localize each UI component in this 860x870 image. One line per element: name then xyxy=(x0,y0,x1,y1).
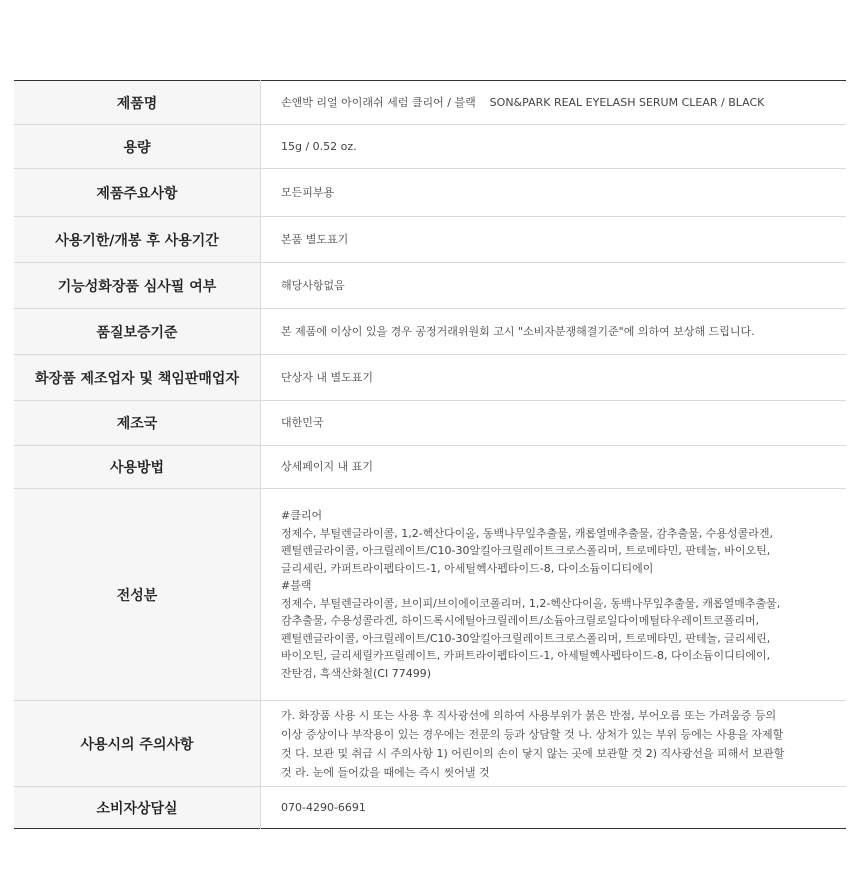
row-label: 기능성화장품 심사필 여부 xyxy=(14,263,261,309)
row-label: 사용기한/개봉 후 사용기간 xyxy=(14,217,261,263)
row-value: 본품 별도표기 xyxy=(261,217,847,263)
row-label: 용량 xyxy=(14,125,261,169)
precautions-line: 가. 화장품 사용 시 또는 사용 후 직사광선에 의하여 사용부위가 붉은 반점, 부어오름 또는 가려움증 등의 xyxy=(281,708,777,722)
ingredients-line: #블랙 xyxy=(281,579,312,592)
ingredients-label: 전성분 xyxy=(14,489,261,701)
ingredients-line: 글리세린, 카퍼트라이펩타이드-1, 아세틸헥사펩타이드-8, 다이소듐이디티에이 xyxy=(281,561,654,575)
ingredients-value xyxy=(261,489,847,701)
precautions-line: 이상 증상이나 부작용이 있는 경우에는 전문의 등과 상담할 것 나. 상처가 있는 부위 등에는 사용을 자제할 xyxy=(281,727,784,741)
table-row xyxy=(14,125,846,169)
ingredients-line: 잔탄검, 흑색산화철(CI 77499) xyxy=(281,666,431,680)
row-value: 해당사항없음 xyxy=(261,263,847,309)
contact-label: 소비자상담실 xyxy=(14,787,261,829)
row-value: 대한민국 xyxy=(261,401,847,446)
ingredients-line: 정제수, 부틸렌글라이콜, 1,2-헥산다이올, 동백나무잎추출물, 캐롭열매추출물, 감추출물, 수용성콜라겐, xyxy=(281,526,773,540)
table-row xyxy=(14,81,846,125)
table-row xyxy=(14,401,846,446)
row-value: 상세페이지 내 표기 xyxy=(261,446,847,489)
table-row xyxy=(14,217,846,263)
precautions-row xyxy=(14,701,846,787)
ingredients-line: 정제수, 부틸렌글라이콜, 브이피/브이에이코폴리머, 1,2-헥산다이올, 동백나무잎추출물, 캐롭열매추출물, xyxy=(281,596,781,610)
row-value: 본 제품에 이상이 있을 경우 공정거래위원회 고시 "소비자분쟁해결기준"에 의하여 보상해 드립니다. xyxy=(261,309,847,355)
row-value: 손앤박 리얼 아이래쉬 세럼 클리어 / 블랙 SON&PARK REAL EYELASH SERUM CLEAR / BLACK xyxy=(281,95,765,109)
precautions-value xyxy=(261,701,847,787)
row-label: 제품주요사항 xyxy=(14,169,261,217)
row-label: 품질보증기준 xyxy=(14,309,261,355)
contact-value: 070-4290-6691 xyxy=(261,787,847,829)
row-label: 사용방법 xyxy=(14,446,261,489)
precautions-line: 것 다. 보관 및 취급 시 주의사항 1) 어린이의 손이 닿지 않는 곳에 보관할 것 2) 직사광선을 피해서 보관할 xyxy=(281,746,785,760)
ingredients-row xyxy=(14,489,846,701)
ingredients-line: 바이오틴, 글리세릴카프릴레이트, 카퍼트라이펩타이드-1, 아세틸헥사펩타이드-8, 다이소듐이디티에이, xyxy=(281,649,771,662)
product-info-table xyxy=(14,80,846,829)
row-label: 화장품 제조업자 및 책임판매업자 xyxy=(14,355,261,401)
contact-row xyxy=(14,787,846,829)
row-value: 모든피부용 xyxy=(261,169,847,217)
ingredients-line: 펜틸렌글라이콜, 아크릴레이트/C10-30알킬아크릴레이트크로스폴리머, 트로메타민, 판테놀, 바이오틴, xyxy=(281,544,771,557)
row-label: 제품명 xyxy=(14,81,261,125)
ingredients-line: 감추출물, 수용성콜라겐, 하이드록시에틸아크릴레이트/소듐아크릴로일다이메틸타우레이트코폴리머, xyxy=(281,614,760,627)
ingredients-line: #클리어 xyxy=(281,509,323,522)
table-row xyxy=(14,169,846,217)
table-row xyxy=(14,263,846,309)
row-label: 제조국 xyxy=(14,401,261,446)
precautions-label: 사용시의 주의사항 xyxy=(14,701,261,787)
table-row xyxy=(14,446,846,489)
precautions-line: 것 라. 눈에 들어갔을 때에는 즉시 씻어낼 것 xyxy=(281,765,490,779)
ingredients-line: 펜틸렌글라이콜, 아크릴레이트/C10-30알킬아크릴레이트크로스폴리머, 트로메타민, 판테놀, 글리세린, xyxy=(281,631,771,645)
row-value: 단상자 내 별도표기 xyxy=(261,355,847,401)
table-row xyxy=(14,309,846,355)
table-row xyxy=(14,355,846,401)
row-value: 15g / 0.52 oz. xyxy=(261,125,847,169)
